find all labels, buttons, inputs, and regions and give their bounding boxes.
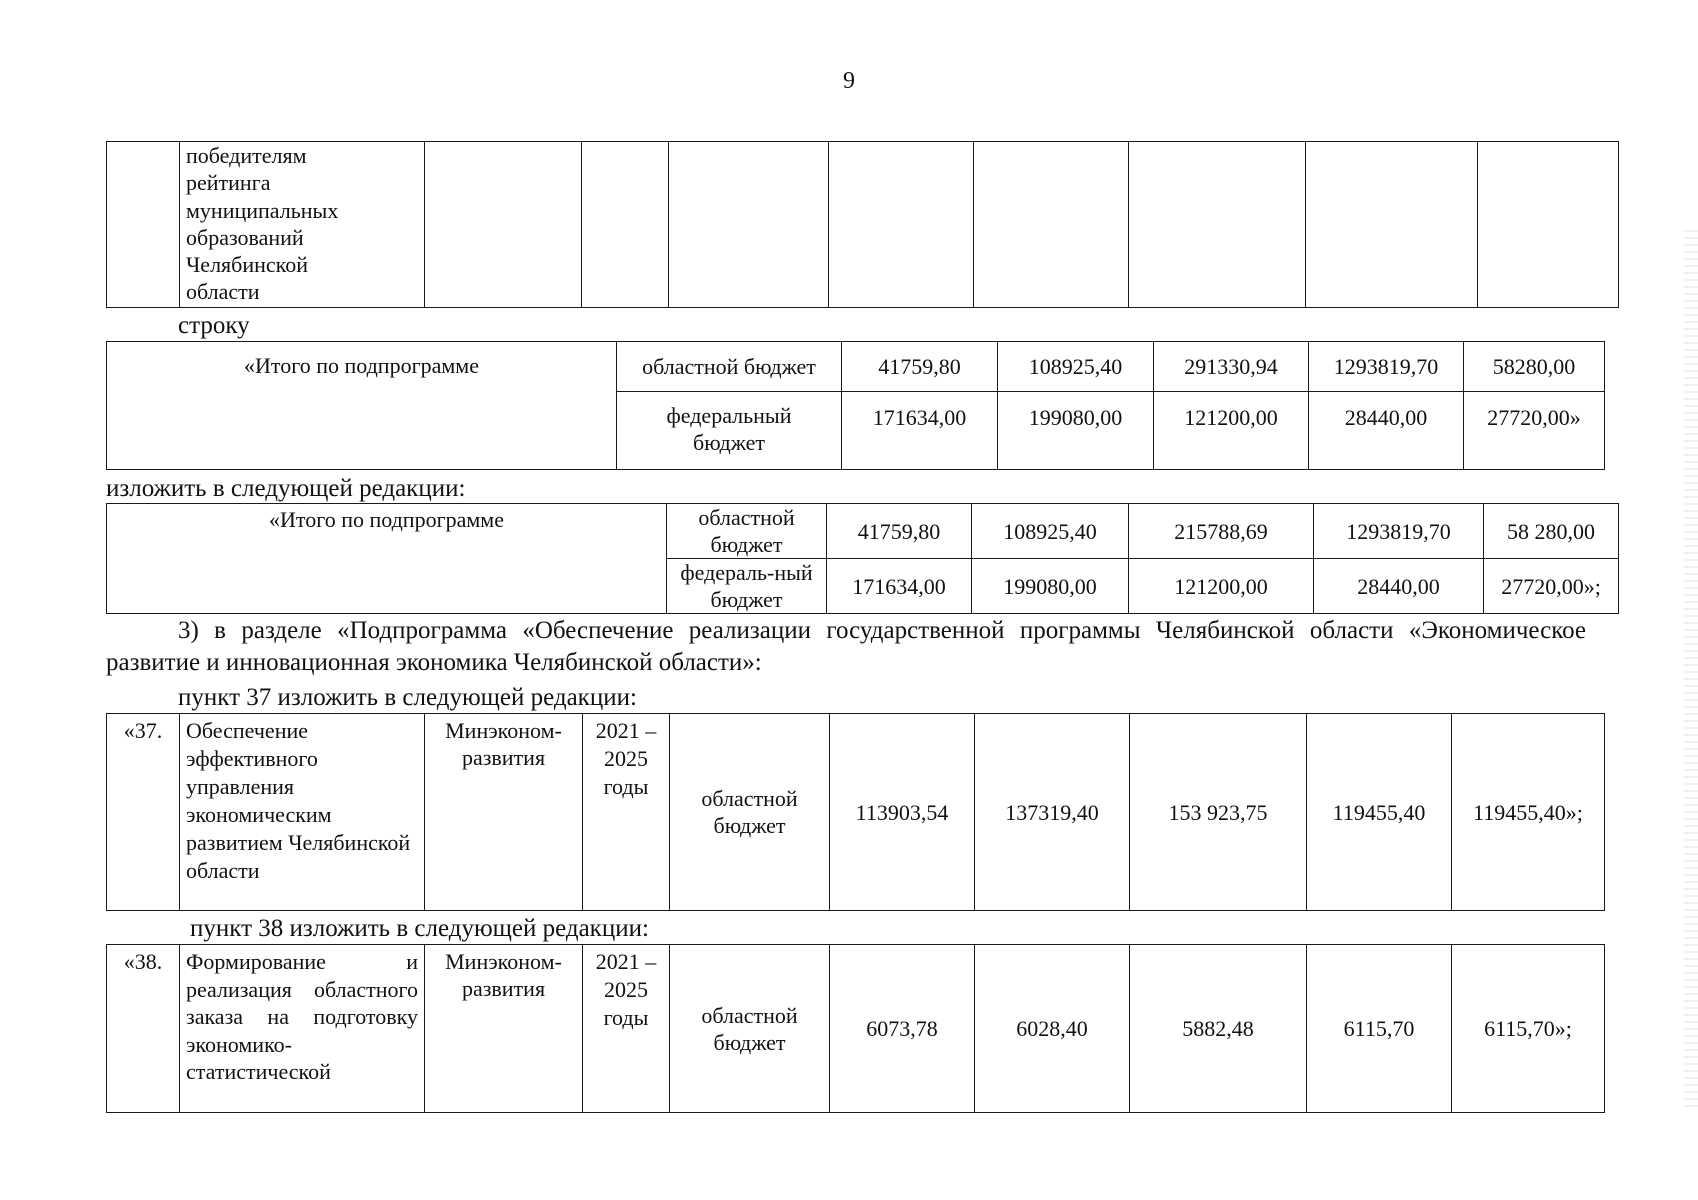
- table-item-38: [106, 944, 1605, 1113]
- label-stroku: строку: [178, 312, 250, 339]
- table-cell: [1478, 142, 1619, 308]
- value-cell: 41759,80: [842, 342, 998, 392]
- value-cell: 153 923,75: [1130, 714, 1307, 911]
- name-line: победителям: [186, 143, 307, 168]
- label-item-38: пункт 38 изложить в следующей редакции:: [190, 915, 649, 942]
- total-title: «Итого по подпрограмме: [244, 353, 479, 378]
- value-cell: 199080,00: [998, 392, 1154, 470]
- value-cell: 1293819,70: [1314, 504, 1484, 559]
- table-cell: [425, 142, 582, 308]
- total-title: «Итого по подпрограмме: [269, 507, 504, 532]
- value-cell: 171634,00: [827, 559, 972, 614]
- table-total-new: [106, 503, 1619, 614]
- name-line: области: [186, 279, 260, 305]
- total-title-cell: [107, 504, 667, 614]
- value-cell: 1293819,70: [1309, 342, 1464, 392]
- item-number: «38.: [107, 945, 180, 1113]
- table-cell: [1129, 142, 1306, 308]
- table-cell: [669, 142, 829, 308]
- item-executor: Минэконом-развития: [425, 714, 583, 911]
- value-cell: 27720,00»;: [1484, 559, 1619, 614]
- value-cell: 41759,80: [827, 504, 972, 559]
- label-item-37: пункт 37 изложить в следующей редакции:: [178, 684, 637, 711]
- value-cell: 6073,78: [830, 945, 975, 1113]
- page-number: 9: [843, 68, 855, 94]
- item-number: «37.: [107, 714, 180, 911]
- value-cell: 215788,69: [1129, 504, 1314, 559]
- source-cell: федераль-ный бюджет: [667, 559, 827, 614]
- table-cell: [1306, 142, 1478, 308]
- value-cell: 121200,00: [1129, 559, 1314, 614]
- table-cell: [974, 142, 1129, 308]
- table-item-37: [106, 713, 1605, 911]
- value-cell: 58280,00: [1464, 342, 1605, 392]
- value-cell: 121200,00: [1154, 392, 1309, 470]
- table-cell: [107, 142, 180, 308]
- value-cell: 113903,54: [830, 714, 975, 911]
- item-name: Формирование и реализация областного заказа на подготовку экономико-статистической: [180, 945, 425, 1113]
- label-new-edition: изложить в следующей редакции:: [106, 475, 466, 502]
- value-cell: 6115,70»;: [1452, 945, 1605, 1113]
- value-cell: 58 280,00: [1484, 504, 1619, 559]
- table-total-old: [106, 341, 1605, 470]
- item-executor: Минэконом-развития: [425, 945, 583, 1113]
- paragraph-3: 3) в разделе «Подпрограмма «Обеспечение реализации государственной программы Челябинской области «Экономическое развитие и инновационная экономика Челябинской области»:: [106, 617, 1586, 676]
- event-name-cell: [180, 142, 425, 308]
- value-cell: 119455,40: [1307, 714, 1452, 911]
- value-cell: 28440,00: [1309, 392, 1464, 470]
- value-cell: 6028,40: [975, 945, 1130, 1113]
- item-period: 2021 – 2025 годы: [583, 714, 670, 911]
- table-cell: [582, 142, 669, 308]
- value-cell: 119455,40»;: [1452, 714, 1605, 911]
- value-cell: 5882,48: [1130, 945, 1307, 1113]
- value-cell: 28440,00: [1314, 559, 1484, 614]
- source-cell: областной бюджет: [617, 342, 842, 392]
- item-source: областной бюджет: [670, 945, 830, 1113]
- item-period: 2021 – 2025 годы: [583, 945, 670, 1113]
- source-cell: федеральный бюджет: [617, 392, 842, 470]
- scan-edge-artifact: [1684, 230, 1698, 1110]
- value-cell: 27720,00»: [1464, 392, 1605, 470]
- name-line: рейтинга: [186, 170, 271, 196]
- value-cell: 137319,40: [975, 714, 1130, 911]
- item-name: Обеспечение эффективного управления экономическим развитием Челябинской области: [180, 714, 425, 911]
- value-cell: 291330,94: [1154, 342, 1309, 392]
- name-line: муниципальных: [186, 197, 339, 223]
- value-cell: 108925,40: [998, 342, 1154, 392]
- value-cell: 199080,00: [972, 559, 1129, 614]
- name-line: образований: [186, 224, 304, 250]
- total-title-cell: [107, 342, 617, 470]
- value-cell: 6115,70: [1307, 945, 1452, 1113]
- name-line: Челябинской: [186, 252, 309, 278]
- item-source: областной бюджет: [670, 714, 830, 911]
- source-cell: областной бюджет: [667, 504, 827, 559]
- table-continuation: [106, 141, 1619, 308]
- table-cell: [829, 142, 974, 308]
- value-cell: 108925,40: [972, 504, 1129, 559]
- value-cell: 171634,00: [842, 392, 998, 470]
